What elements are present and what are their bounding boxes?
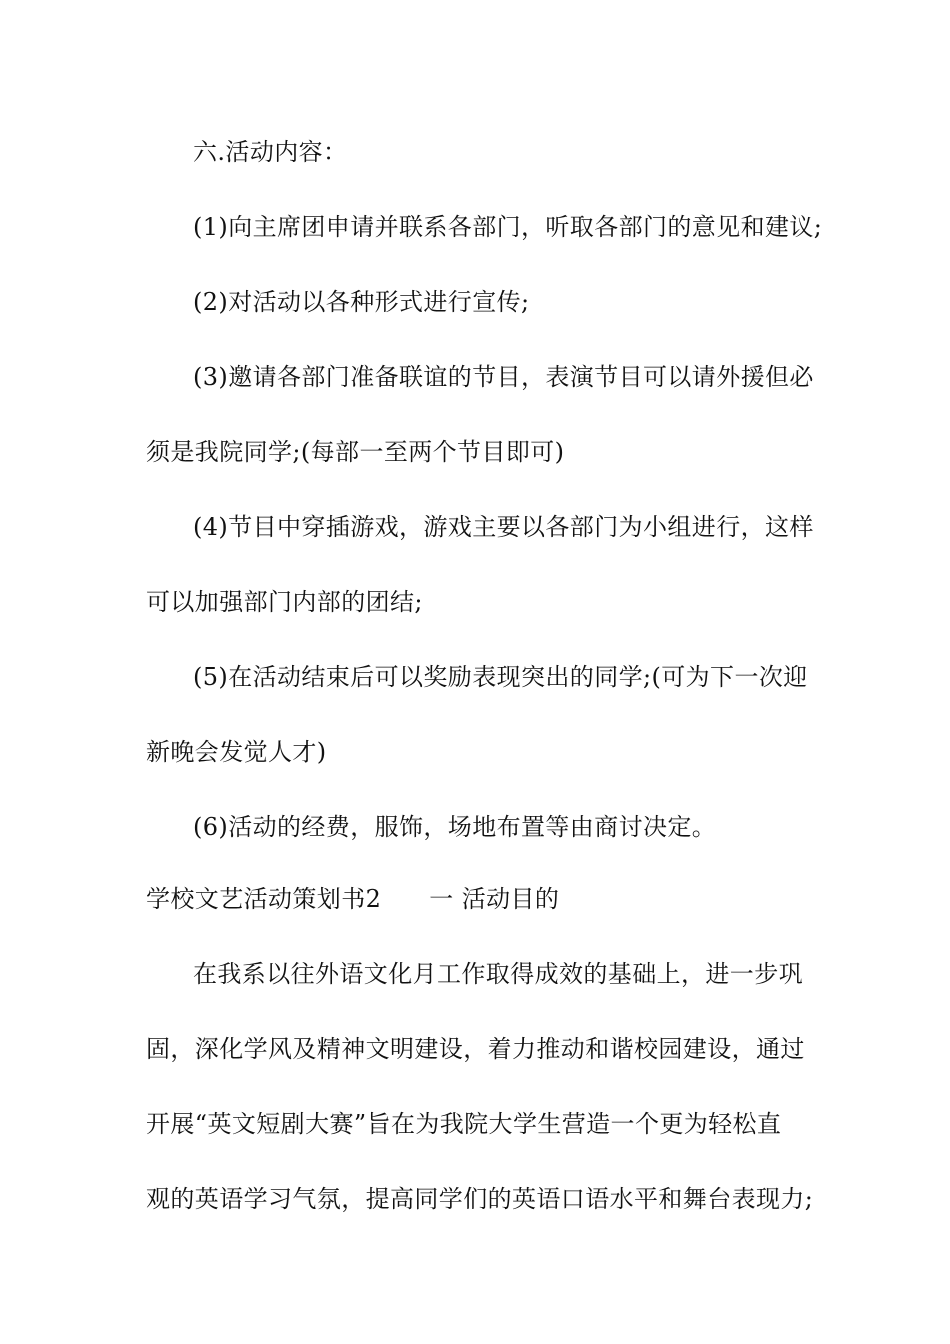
list-item-1: (1)向主席团申请并联系各部门，听取各部门的意见和建议; xyxy=(193,213,823,241)
section-heading-activity-content: 六.活动内容： xyxy=(193,138,348,166)
body-paragraph-line-1: 在我系以往外语文化月工作取得成效的基础上，进一步巩 xyxy=(193,960,803,988)
list-item-3: (3)邀请各部门准备联谊的节目，表演节目可以请外援但必 xyxy=(193,363,814,391)
list-item-2: (2)对活动以各种形式进行宣传; xyxy=(193,288,530,316)
list-item-3-continued: 须是我院同学;(每部一至两个节目即可) xyxy=(146,438,565,466)
section-title-line xyxy=(146,884,559,914)
body-paragraph-line-2: 固，深化学风及精神文明建设，着力推动和谐校园建设，通过 xyxy=(146,1035,805,1063)
body-paragraph-line-4: 观的英语学习气氛，提高同学们的英语口语水平和舞台表现力; xyxy=(146,1185,814,1213)
list-item-4: (4)节目中穿插游戏，游戏主要以各部门为小组进行，这样 xyxy=(193,513,814,541)
body-paragraph-line-3: 开展“英文短剧大赛”旨在为我院大学生营造一个更为轻松直 xyxy=(146,1110,782,1138)
list-item-4-continued: 可以加强部门内部的团结; xyxy=(146,588,423,616)
list-item-5-continued: 新晚会发觉人才) xyxy=(146,738,327,766)
list-item-5: (5)在活动结束后可以奖励表现突出的同学;(可为下一次迎 xyxy=(193,663,808,691)
list-item-6: (6)活动的经费，服饰，场地布置等由商讨决定。 xyxy=(193,813,717,841)
section-subtitle: 一 活动目的 xyxy=(429,885,560,913)
section-title: 学校文艺活动策划书2 xyxy=(146,885,382,913)
